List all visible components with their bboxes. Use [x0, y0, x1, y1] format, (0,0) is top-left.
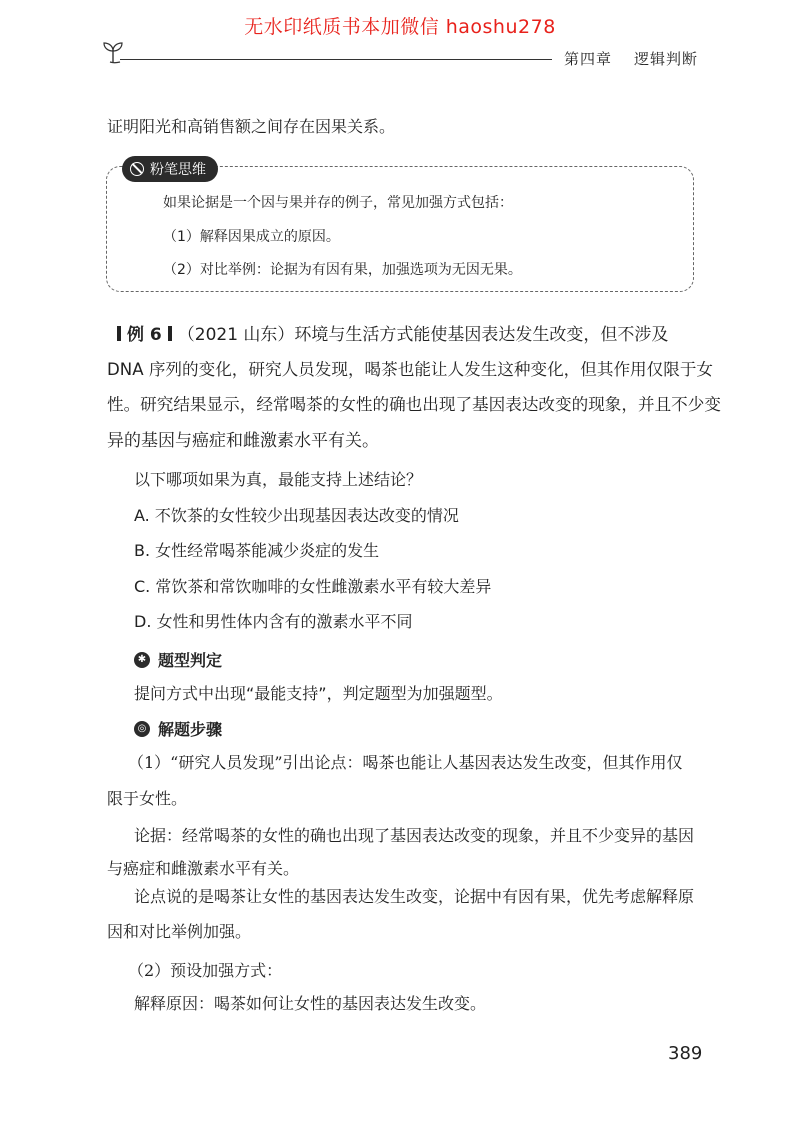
- tag-bar-right: [168, 326, 172, 341]
- evidence-line: 论据：经常喝茶的女性的确也出现了基因表达改变的现象，并且不少变异的基因: [134, 826, 695, 845]
- watermark-text: 无水印纸质书本加微信 haoshu278: [244, 16, 556, 38]
- question-text: 以下哪项如果为真，最能支持上述结论？: [134, 470, 423, 489]
- header-rule: [120, 59, 552, 60]
- option-b: B. 女性经常喝茶能减少炎症的发生: [134, 541, 380, 560]
- analysis-line: 论点说的是喝茶让女性的基因表达发生改变，论据中有因有果，优先考虑解释原: [134, 887, 695, 906]
- example-line: 异的基因与癌症和雌激素水平有关。: [107, 431, 379, 451]
- option-c: C. 常饮茶和常饮咖啡的女性雌激素水平有较大差异: [134, 577, 492, 596]
- tag-bar-left: [117, 326, 121, 341]
- gear-icon: ✱: [134, 652, 150, 668]
- page-number: 389: [668, 1043, 703, 1064]
- steps-section-heading: [134, 717, 222, 740]
- thinking-box-tab: [122, 156, 218, 182]
- option-a: A. 不饮茶的女性较少出现基因表达改变的情况: [134, 506, 459, 525]
- example-line: DNA 序列的变化，研究人员发现，喝茶也能让人发生这种变化，但其作用仅限于女: [107, 360, 714, 379]
- thinking-box-title: 粉笔思维: [150, 162, 206, 178]
- type-section-text: 提问方式中出现“最能支持”，判定题型为加强题型。: [134, 684, 503, 703]
- running-header: [564, 48, 698, 69]
- explain-line: 解释原因：喝茶如何让女性的基因表达发生改变。: [134, 994, 487, 1013]
- analysis-line: 因和对比举例加强。: [107, 922, 252, 941]
- thinking-line: （2）对比举例：论据为有因有果，加强选项为无因无果。: [163, 262, 522, 278]
- option-d: D. 女性和男性体内含有的激素水平不同: [134, 612, 413, 631]
- sprout-icon: [100, 40, 126, 64]
- type-section-title: 题型判定: [158, 651, 223, 670]
- thinking-line: 如果论据是一个因与果并存的例子，常见加强方式包括：: [163, 195, 513, 211]
- evidence-line: 与癌症和雌激素水平有关。: [107, 859, 300, 878]
- section-label: 逻辑判断: [634, 50, 699, 68]
- example-text: （2021 山东）环境与生活方式能使基因表达发生改变，但不涉及: [177, 325, 669, 345]
- step1-line: 限于女性。: [107, 789, 188, 808]
- thinking-line: （1）解释因果成立的原因。: [163, 229, 340, 245]
- example-line: 性。研究结果显示，经常喝茶的女性的确也出现了基因表达改变的现象，并且不少变: [107, 395, 721, 414]
- target-icon: ◎: [134, 721, 150, 737]
- step1-line: （1）“研究人员发现”引出论点：喝茶也能让人基因表达发生改变，但其作用仅: [128, 753, 683, 772]
- step2-line: （2）预设加强方式：: [128, 961, 283, 980]
- example-tag: 例 6: [127, 325, 162, 345]
- example-line: [107, 320, 697, 345]
- chapter-label: 第四章: [564, 50, 613, 68]
- prohibit-icon: [130, 162, 144, 176]
- intro-paragraph: 证明阳光和高销售额之间存在因果关系。: [107, 117, 396, 136]
- type-section-heading: [134, 648, 222, 671]
- steps-section-title: 解题步骤: [158, 720, 223, 739]
